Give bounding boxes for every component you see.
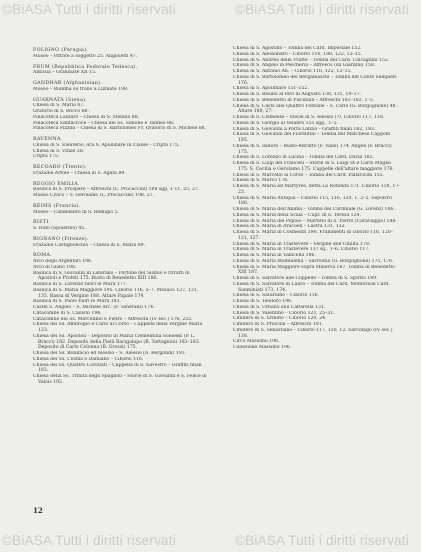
index-column-left (33, 48, 208, 386)
index-entry: Pinacoteca Santacroce – Chiesa dei Ss. Simone e Taddeo 88. (33, 120, 175, 126)
index-column-right (233, 46, 401, 351)
index-entry: Chiesa di S. Maria ad Martyres, detta La Rotonda 171. Ciborio 118, 17–23. (233, 184, 401, 195)
watermark: ©BiASA Tutti i diritti riservati (2, 2, 176, 17)
index-heading: GUARNATA (Siena). (33, 97, 88, 103)
index-entry: Chiesa di S. Valentino – Ciborio 121, 25–31. (233, 310, 335, 316)
index-entry: Circo Massimo 196. (233, 339, 280, 345)
index-entry: Chiesa di S. Apollinare 151–152. (233, 86, 309, 92)
index-entry: Basilica di S. Giovanni in Laterano – Portone del Sisinio e ritratti di Apostoli e Profeti 175. Busto di Benedetto XIII 186. (33, 270, 190, 282)
index-entry: Cimitero di S. Ermete – Ciborio 120, 24. (233, 316, 327, 322)
index-entry: S. Rufo (Spoletino) 45. (33, 226, 86, 231)
index-entry: Chiesa di S. Alessandro – Ciborio 116, 188, 122, 12–15. (233, 51, 363, 57)
index-entry: Chiesa di S. Maria 87. (33, 103, 85, 109)
index-entry: Chiesa di S. Luigi dei Francesi – Storie di S. Luigi IX e Carlo Magno 175. S. Cecilia e Gerolamo 175. Cappelle dell'altare maggiore 176. (233, 161, 394, 172)
index-entry: Chiesa dei Ss. Quattro Coronati – Cappella di S. Silvestro – Graffiti finali 183. (33, 362, 202, 374)
index-heading: REIMS (Francia). (33, 203, 81, 209)
index-entry: Chiesa di S. Maria Maddalena – Sacrestia (G. Borgognone) 175, 176. (233, 258, 394, 264)
index-heading: RIGNANO (Firenze). (33, 236, 89, 242)
index-entry: Chiesa di S. Clemente – Storie di S. Alessio (?). Ciborio 117, 118. (233, 115, 385, 120)
index-entry: Museo Civico – S. Gerolamo (L. Procaccini) 198, 27. (33, 193, 155, 198)
index-entry: Castel S. Angelo – S. Michele Arc. (F. Tenerani) 174. (33, 305, 155, 310)
index-entry: Basilica di S. Paolo fuori le Mura 183. (33, 299, 121, 305)
index-entry: Chiesa di S. Salvatore in Lauro – Tomba del Card. Montorsoli Card. Sanminiati 173, 174. (233, 281, 390, 293)
index-entry: Chiesa di S. Andrea della Fratte – Tomba del Card. Calcagnini 152. (233, 57, 390, 63)
index-heading: ROMA. (33, 253, 52, 259)
index-entry: Chiesa di S. Maria in Vallicella 186. (233, 253, 316, 258)
index-entry: Chiesa di S. Giorgio al Velabro 155 sgg., 1–5. (233, 120, 339, 126)
index-entry: Chiesa di S. Lorenzo in Lucina – Tomba del Card. Davia 185. (233, 155, 374, 161)
watermark: ©BiASA Tutti i diritti riservati (235, 533, 409, 548)
index-entry: Cimitero di S. Sebastiano – Ciborio 117, 120, 12. Sarcofago (IV sec.) 138. (233, 327, 393, 339)
index-entry: Chiesa di S. Carlo alle Quattro Fontane – S. Carlo (G. Borgognone) 48. Altare 188, 27. (233, 103, 397, 115)
index-entry: Chiesa dei Ss. Apostoli – Deposito di Maria Clementina Sobieski (P. L. Bracci) 182. Deposito della Pietà Bacigalupo (B. Tartagnini) 182–183. Deposito di Carlo Colonna (B. Grossi) 175. (33, 333, 201, 351)
index-heading: FOLIGNO (Perugia). (33, 48, 89, 53)
index-entry: Chiesa di S. Angelo in Pescheria – Affresco (da Giardini) 150. (233, 63, 376, 69)
index-entry: Chiesa di S. Agostino – Tomba del Card. Imperiale 152. (233, 46, 362, 51)
index-entry: Basilica di S. Maria Maggiore 195. Ciborio 116, 5–7. Mosaici 127, 131, 135. Rassa di Vergine 188. Altare Papale 174. (33, 287, 199, 299)
index-entry: Frazione Castiglionchio – Chiesa di S. Maria 89. (33, 242, 146, 248)
index-entry: Chiesa di S. Marcello al Corso – Tomba del Card. Pallavicini 155. (233, 172, 384, 178)
index-entry: Chiesa di S. Giovanni dei Fiorentini – Tomba del Marchese Capponi 195. (233, 132, 391, 143)
index-entry: Chiesa di S. Maria in Trastevere – Vergine dell'Umiltà 179. (233, 241, 371, 247)
index-entry: Chiesa di S. Maria dell'Anima – Tomba del Cardinale (G. Lorenz) 186. (233, 207, 395, 212)
index-entry: Chiesa di S. Maria Antiqua – Ciborio 115, 116, 120, 1, 2–2. Sepolcro 186. (233, 195, 392, 207)
index-entry: Catacombe di S. Callisto 196. (33, 310, 102, 316)
index-entry: Chiesa di S. Marco 176. (233, 178, 289, 184)
page-number: 12 (33, 506, 43, 515)
index-heading: GANDHAR (Afghanistan). (33, 81, 103, 86)
index-heading: RAVENNA. (33, 137, 63, 142)
index-entry: Museo – Pittore a soggetto 25. Angioletti 47. (33, 53, 138, 59)
index-entry: Basilica di S. Lorenzo fuori le Mura 177. (33, 282, 128, 287)
index-entry: Collezione Massimo 196. (233, 345, 292, 350)
index-heading: RIETI. (33, 220, 51, 226)
index-heading: RECOARO (Trento). (33, 165, 87, 170)
index-entry: Chiesa di S. Benedetto in Piscinula – Affreschi 181–182, 1–5. (233, 97, 375, 103)
index-entry: Anticua – Gradinate XII 15. (33, 70, 97, 76)
index-entry: Chiesa di S. Saturnino – Ciborio 116. (233, 293, 320, 299)
index-entry: Cimitero di S. Priscilla – Affreschi 191. (233, 322, 324, 327)
index-entry: Chiesa di S. Teodoro 196. (233, 299, 293, 304)
index-entry: Catacombe dei Ss. Marcellino e Pietro – Affreschi (IV sec.) 176, 232. (33, 316, 193, 322)
index-entry: Chiesa di S. Urbano alla Caffarella 131. (233, 304, 326, 310)
index-entry: Arco degli Argentari 196. (33, 259, 93, 264)
index-entry: Frazione Artole – Chiesa di S. Agata 89. (33, 170, 126, 176)
index-entry: Chiesa di S. Bartolomeo dei Bergamaschi – Tomba del Conte Sampieri 176. (233, 74, 397, 86)
watermark: ©BiASA Tutti i diritti riservati (2, 533, 176, 548)
index-entry: Museo – Candelabro di S. Remigio 5. (33, 209, 119, 215)
index-entry: Chiesa di S. Maria Maggiore sopra Minerva 187. Tomba di Benedetto XIII 187. (233, 264, 395, 276)
index-entry: Chiesa di S. Eleuterio, ora S. Apollinare in Classe – Cripta 175. (33, 142, 180, 148)
index-heading: REGGIO EMILIA. (33, 181, 80, 187)
index-entry: Chiesa di S. Salvatore alle Coppelle – Tomba di S. Spirito 189. (233, 276, 378, 281)
index-entry: Chiesa di S. Maria in Trastevere 137 sg., 1–6. Ciborio 117. (233, 247, 370, 253)
index-entry: Chiesa dei Ss. Cosma e Damiano – Ciborio 116. (33, 356, 144, 362)
index-entry: Chiesa di S. Giovanni a Porta Latina – Graffiti finali 182, 183. (233, 126, 376, 132)
index-entry: Chiesa di S. Maria di Aracoeli – Lastra 131, 132. (233, 224, 346, 230)
index-entry: Chiesa di S. Isidoro – Busto-Ritratto (F. Valle) 174. Angeli (F. Bracci) 175. (233, 143, 392, 155)
index-entry: Chiesa di S. Vitale 28. (33, 148, 85, 154)
index-entry: Chiesa di S. Maria in Cosmedin 190. Frammenti di ciborio 116, 120–121, 127. (233, 230, 393, 241)
index-heading: FRUM (Repubblica Federale Tedesca). (33, 64, 138, 70)
index-entry: Chiesa della Ss. Trinità degli Spagnoli – Storie di S. Giovanni e S. Felice di Valois 192. (33, 374, 207, 385)
index-entry: Chiesa di S. Basilio al foro di Augusto 138, 131, 14–17. (233, 92, 361, 97)
watermark: ©BiASA Tutti i diritti riservati (235, 2, 409, 17)
index-entry: Chiesa dei Ss. Bonifacio ed Alessio – S. Alessio (A. Bergondi) 193. (33, 351, 186, 356)
index-entry: Chiesa dei Ss. Ambrogio e Carlo al Corso – Cappella della Vergine Maria 123. (33, 322, 203, 333)
index-entry: Pinacoteca Lazzaro – Chiesa di S. Stefano 88. (33, 114, 140, 120)
index-entry: Oratorio di S. Rocco 88. (33, 109, 89, 114)
index-entry: Pinacoteca Pizzini – Chiesa di S. Bartolomeo Fr. Oratorio di S. Michele 88. (33, 126, 207, 132)
index-entry: Chiesa di S. Maria della Scala – Cupr. di S. Teresa 124. (233, 212, 361, 218)
index-entry: Chiesa di S. Antonio Ab. – Ciborio 116, 122, 12–15. (233, 69, 352, 74)
index-entry: Arco di Giano 196. (33, 264, 77, 270)
index-entry: Basilica di S. Prospero – Affreschi (C. Procaccini) 188 sgg. 1-11, 25, 27. (33, 187, 200, 193)
index-entry: Cripta 175. (33, 154, 60, 160)
index-entry: Chiesa di S. Maria del Popolo – Martirio di S. Pietro (Caravaggio) 188. (233, 218, 397, 224)
index-entry: Museo – Buddha su trono a Lizinate 198. (33, 86, 129, 92)
